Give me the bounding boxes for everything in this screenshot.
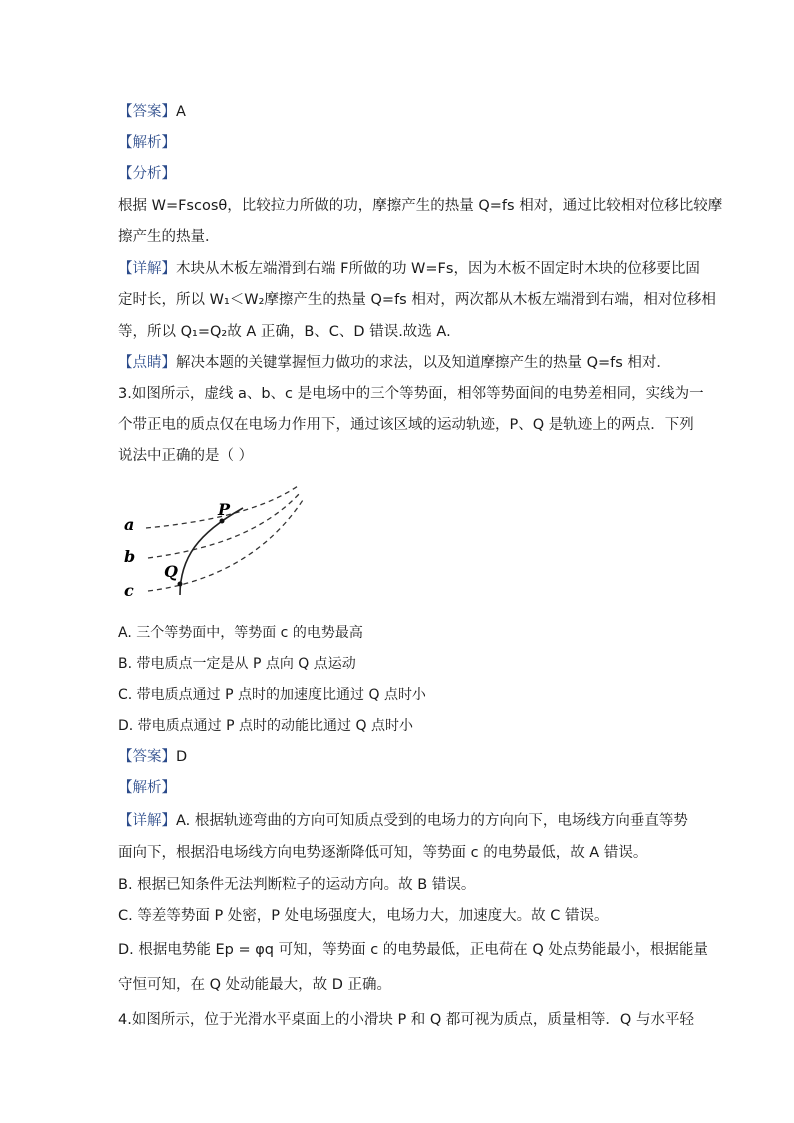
option-b: B. 带电质点一定是从 P 点向 Q 点运动 <box>118 656 356 672</box>
detail-line-1: 【详解】木块从木板左端滑到右端 F所做的功 W=Fs，因为木板不固定时木块的位移要比固 <box>118 261 700 277</box>
answer-tag: 【答案】 <box>118 749 176 765</box>
q3-stem-line-3: 说法中正确的是（ ） <box>118 448 254 464</box>
q3-detail-d2: 守恒可知，在 Q 处动能最大，故 D 正确。 <box>118 977 392 993</box>
q4-stem-line-1: 4.如图所示，位于光滑水平桌面上的小滑块 P 和 Q 都可视为质点，质量相等．Q 与水平轻 <box>118 1012 694 1028</box>
q3-answer-line <box>118 747 187 767</box>
answer-value: D <box>176 749 188 765</box>
detail-line-3: 等，所以 Q₁=Q₂故 A 正确，B、C、D 错误.故选 A. <box>118 324 451 340</box>
trajectory <box>180 508 243 595</box>
label-a: a <box>124 515 135 534</box>
q3-detail-a1: 【详解】A. 根据轨迹弯曲的方向可知质点受到的电场力的方向向下，电场线方向垂直等势 <box>118 813 688 829</box>
detail-tag: 【详解】 <box>118 261 176 277</box>
q3-stem-line-2: 个带正电的质点仅在电场力作用下，通过该区域的运动轨迹，P、Q 是轨迹上的两点．下列 <box>118 417 694 433</box>
q3-detail-b: B. 根据已知条件无法判断粒子的运动方向。故 B 错误。 <box>118 877 476 893</box>
point-Q <box>178 582 183 587</box>
answer-tag: 【答案】 <box>118 104 176 120</box>
label-c: c <box>124 581 134 600</box>
label-P: P <box>218 500 231 519</box>
q3-stem-line-1: 3.如图所示，虚线 a、b、c 是电场中的三个等势面，相邻等势面间的电势差相同，实线为一 <box>118 386 704 402</box>
label-b: b <box>124 547 136 566</box>
dianjing-tag: 【点睛】 <box>118 355 176 371</box>
fenxi-line-2: 擦产生的热量． <box>118 229 220 245</box>
point-P <box>220 519 225 524</box>
fenxi-line-1: 根据 W=Fscosθ，比较拉力所做的功，摩擦产生的热量 Q=fs 相对，通过比较相对位移比较摩 <box>118 198 723 214</box>
label-Q: Q <box>164 562 178 581</box>
q3-detail-a2: 面向下，根据沿电场线方向电势逐渐降低可知，等势面 c 的电势最低，故 A 错误。 <box>118 845 648 861</box>
detail-tag: 【详解】 <box>118 813 176 829</box>
q2-answer-line <box>118 102 186 122</box>
q3-detail-c: C. 等差等势面 P 处密，P 处电场强度大，电场力大，加速度大。故 C 错误。 <box>118 908 609 924</box>
fenxi-tag: 【分析】 <box>118 166 176 182</box>
equipotential-figure <box>118 478 318 608</box>
answer-value: A <box>176 104 186 120</box>
analysis-tag: 【解析】 <box>118 135 176 151</box>
option-c: C. 带电质点通过 P 点时的加速度比通过 Q 点时小 <box>118 687 426 703</box>
q3-analysis-tag: 【解析】 <box>118 780 176 796</box>
q3-detail-d1: D. 根据电势能 Ep = φq 可知，等势面 c 的电势最低，正电荷在 Q 处点势能最小，根据能量 <box>118 942 708 958</box>
option-d: D. 带电质点通过 P 点时的动能比通过 Q 点时小 <box>118 718 413 734</box>
option-a: A. 三个等势面中，等势面 c 的电势最高 <box>118 625 363 641</box>
dianjing-line: 【点睛】解决本题的关键掌握恒力做功的求法，以及知道摩擦产生的热量 Q=fs 相对． <box>118 355 671 371</box>
detail-line-2: 定时长，所以 W₁＜W₂摩擦产生的热量 Q=fs 相对，两次都从木板左端滑到右端，相对位移相 <box>118 292 716 308</box>
